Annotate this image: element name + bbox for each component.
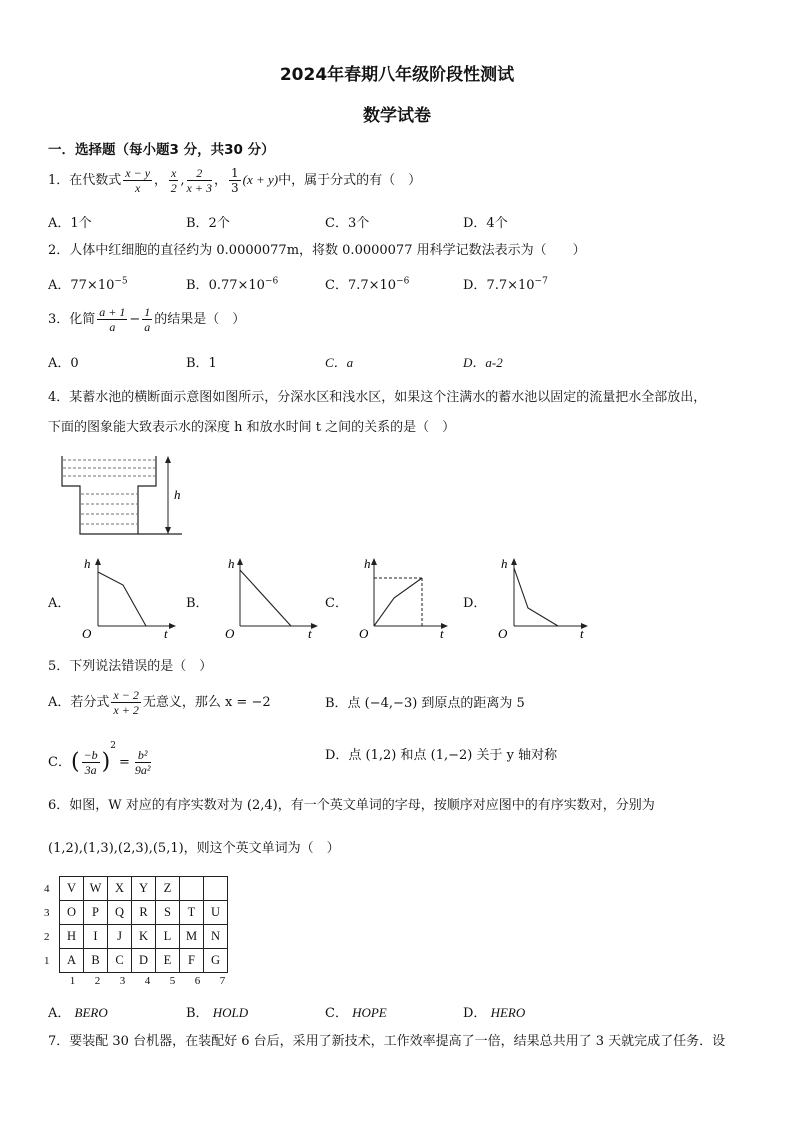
grid-cell: M: [180, 925, 204, 949]
row-label: 2: [44, 931, 50, 943]
grid-cell: F: [180, 949, 204, 973]
grid-cell: I: [84, 925, 108, 949]
grid-cell: K: [132, 925, 156, 949]
q6-option-d: D． HERO: [463, 1005, 526, 1021]
q5-c-right-fraction: $\frac{\text{b²}}{\text{9a²}}$: [134, 748, 151, 777]
q1-fraction-1: $\frac{x - y}{x}$: [125, 166, 151, 195]
grid-cell: A: [60, 949, 84, 973]
grid-cell: V: [60, 877, 84, 901]
grid-cell: E: [156, 949, 180, 973]
q1-option-d: D．4个: [463, 216, 508, 231]
grid-cell: S: [156, 901, 180, 925]
grid-cell: H: [60, 925, 84, 949]
svg-text:O: O: [225, 626, 235, 641]
question-7: 7．要装配 30 台机器，在装配好 6 台后，采用了新技术，工作效率提高了一倍，结果总共用了 3 天就完成了任务．设: [48, 1034, 726, 1049]
question-3: 3．化简 $\frac{a + 1}{a}$ − $\frac{1}{a}$ 的结果是（ ）: [48, 305, 246, 334]
row-label: 1: [44, 955, 50, 967]
grid-cell: L: [156, 925, 180, 949]
q5-c-left-fraction: $\frac{-b}{3a}$: [83, 748, 98, 777]
q2-option-a: A．$77\times 10^{-5}$: [48, 276, 128, 293]
svg-text:h: h: [501, 556, 508, 571]
question-1: 1．在代数式 $\frac{x - y}{x}$ ， $\frac{x}{2}$ , $\frac{2}{x + 3}$ ， $\frac{1}{3}$ (x + y)中，属于分式的有（ ）: [48, 166, 422, 195]
row-label: 4: [44, 883, 50, 895]
page-subtitle: 数学试卷: [363, 106, 431, 126]
page-title: 2024年春期八年级阶段性测试: [279, 65, 515, 85]
col-label: 4: [144, 975, 151, 987]
q1-option-b: B．2个: [186, 216, 230, 231]
q1-option-c: C．3个: [325, 216, 370, 231]
q1-prefix: 1．在代数式: [48, 173, 122, 188]
svg-text:t: t: [440, 626, 444, 641]
svg-text:O: O: [498, 626, 508, 641]
grid-cell: X: [108, 877, 132, 901]
grid-cell: W: [84, 877, 108, 901]
q4-option-c: C．: [325, 596, 348, 611]
q3-fraction-1: $\frac{a + 1}{a}$: [99, 305, 126, 334]
svg-text:h: h: [84, 556, 91, 571]
q5-option-a: A．若分式 $\frac{x - 2}{x + 2}$ 无意义，那么 x = −2: [48, 688, 271, 717]
q5-a-fraction: $\frac{x - 2}{x + 2}$: [113, 688, 139, 717]
col-label: 5: [169, 975, 176, 987]
row-label: 3: [44, 907, 50, 919]
q6-option-a: A． BERO: [48, 1005, 108, 1021]
q1-fraction-4: $\frac{1}{3}$: [230, 166, 239, 195]
table-row: [60, 925, 228, 949]
question-4-line-1: 4．某蓄水池的横断面示意图如图所示，分深水区和浅水区，如果这个注满水的蓄水池以固定的流量把水全部放出，: [48, 390, 707, 405]
svg-text:t: t: [308, 626, 312, 641]
col-label: 6: [194, 975, 201, 987]
svg-text:h: h: [228, 556, 235, 571]
q4-option-b: B．: [186, 596, 209, 611]
svg-text:t: t: [580, 626, 584, 641]
table-row: [60, 877, 228, 901]
grid-cell: Q: [108, 901, 132, 925]
svg-text:t: t: [164, 626, 168, 641]
table-row: [60, 901, 228, 925]
section-heading: 一．选择题（每小题3 分，共30 分）: [48, 142, 275, 158]
grid-cell: J: [108, 925, 132, 949]
q3-option-c: C．a: [325, 355, 354, 370]
reservoir-diagram: [50, 452, 190, 542]
question-2: 2．人体中红细胞的直径约为 0.0000077m，将数 0.0000077 用科学记数法表示为（ ）: [48, 243, 586, 258]
q1-fraction-3: $\frac{2}{x + 3}$: [186, 166, 212, 195]
question-4-line-2: 下面的图象能大致表示水的深度 h 和放水时间 t 之间的关系的是（ ）: [48, 420, 456, 435]
graph-d: [496, 552, 596, 642]
svg-text:O: O: [359, 626, 369, 641]
grid-cell: T: [180, 901, 204, 925]
q3-fraction-2: $\frac{1}{a}$: [144, 305, 151, 334]
graph-a: [80, 552, 180, 642]
q3-option-a: A．0: [48, 356, 79, 371]
grid-cell: P: [84, 901, 108, 925]
grid-cell: C: [108, 949, 132, 973]
svg-text:O: O: [82, 626, 92, 641]
depth-label: h: [174, 487, 181, 502]
letter-table: [59, 876, 228, 973]
q3-option-d: D．a-2: [463, 355, 503, 370]
svg-text:h: h: [364, 556, 371, 571]
col-label: 2: [94, 975, 101, 987]
grid-cell: G: [204, 949, 228, 973]
q4-option-a: A．: [48, 596, 71, 611]
grid-cell: [204, 877, 228, 901]
q2-option-c: C．$7.7\times 10^{-6}$: [325, 276, 410, 293]
question-6-line-1: 6．如图，W 对应的有序实数对为 (2,4)，有一个英文单词的字母，按顺序对应图中的有序实数对，分别为: [48, 798, 655, 813]
grid-cell: [180, 877, 204, 901]
column-labels: [60, 975, 235, 987]
q5-option-b: B．点 (−4,−3) 到原点的距离为 5: [325, 696, 525, 711]
question-6-line-2: (1,2),(1,3),(2,3),(5,1)，则这个英文单词为（ ）: [48, 841, 340, 856]
col-label: 1: [69, 975, 76, 987]
col-label: 3: [119, 975, 126, 987]
table-row: [60, 949, 228, 973]
q6-option-c: C． HOPE: [325, 1005, 387, 1021]
grid-cell: R: [132, 901, 156, 925]
q5-option-c: C．( $\frac{-b}{3a}$ )$^2$= $\frac{\text{b²}}{\text{9a²}}$: [48, 741, 151, 777]
grid-cell: Y: [132, 877, 156, 901]
grid-cell: B: [84, 949, 108, 973]
q1-option-a: A．1个: [48, 216, 92, 231]
grid-cell: Z: [156, 877, 180, 901]
q4-option-d: D．: [463, 596, 487, 611]
q6-option-b: B． HOLD: [186, 1005, 249, 1021]
q5-option-d: D．点 (1,2) 和点 (1,−2) 关于 y 轴对称: [325, 748, 558, 763]
question-5: 5．下列说法错误的是（ ）: [48, 659, 213, 674]
q3-option-b: B．1: [186, 356, 217, 371]
grid-cell: N: [204, 925, 228, 949]
letter-grid: [44, 876, 235, 987]
graph-c: [356, 552, 456, 642]
q2-option-b: B．$0.77\times 10^{-6}$: [186, 276, 279, 293]
q2-option-d: D．$7.7\times 10^{-7}$: [463, 276, 548, 293]
grid-cell: O: [60, 901, 84, 925]
graph-b: [224, 552, 324, 642]
grid-cell: D: [132, 949, 156, 973]
q1-fraction-2: $\frac{x}{2}$: [170, 166, 177, 195]
col-label: 7: [219, 975, 226, 987]
grid-cell: U: [204, 901, 228, 925]
